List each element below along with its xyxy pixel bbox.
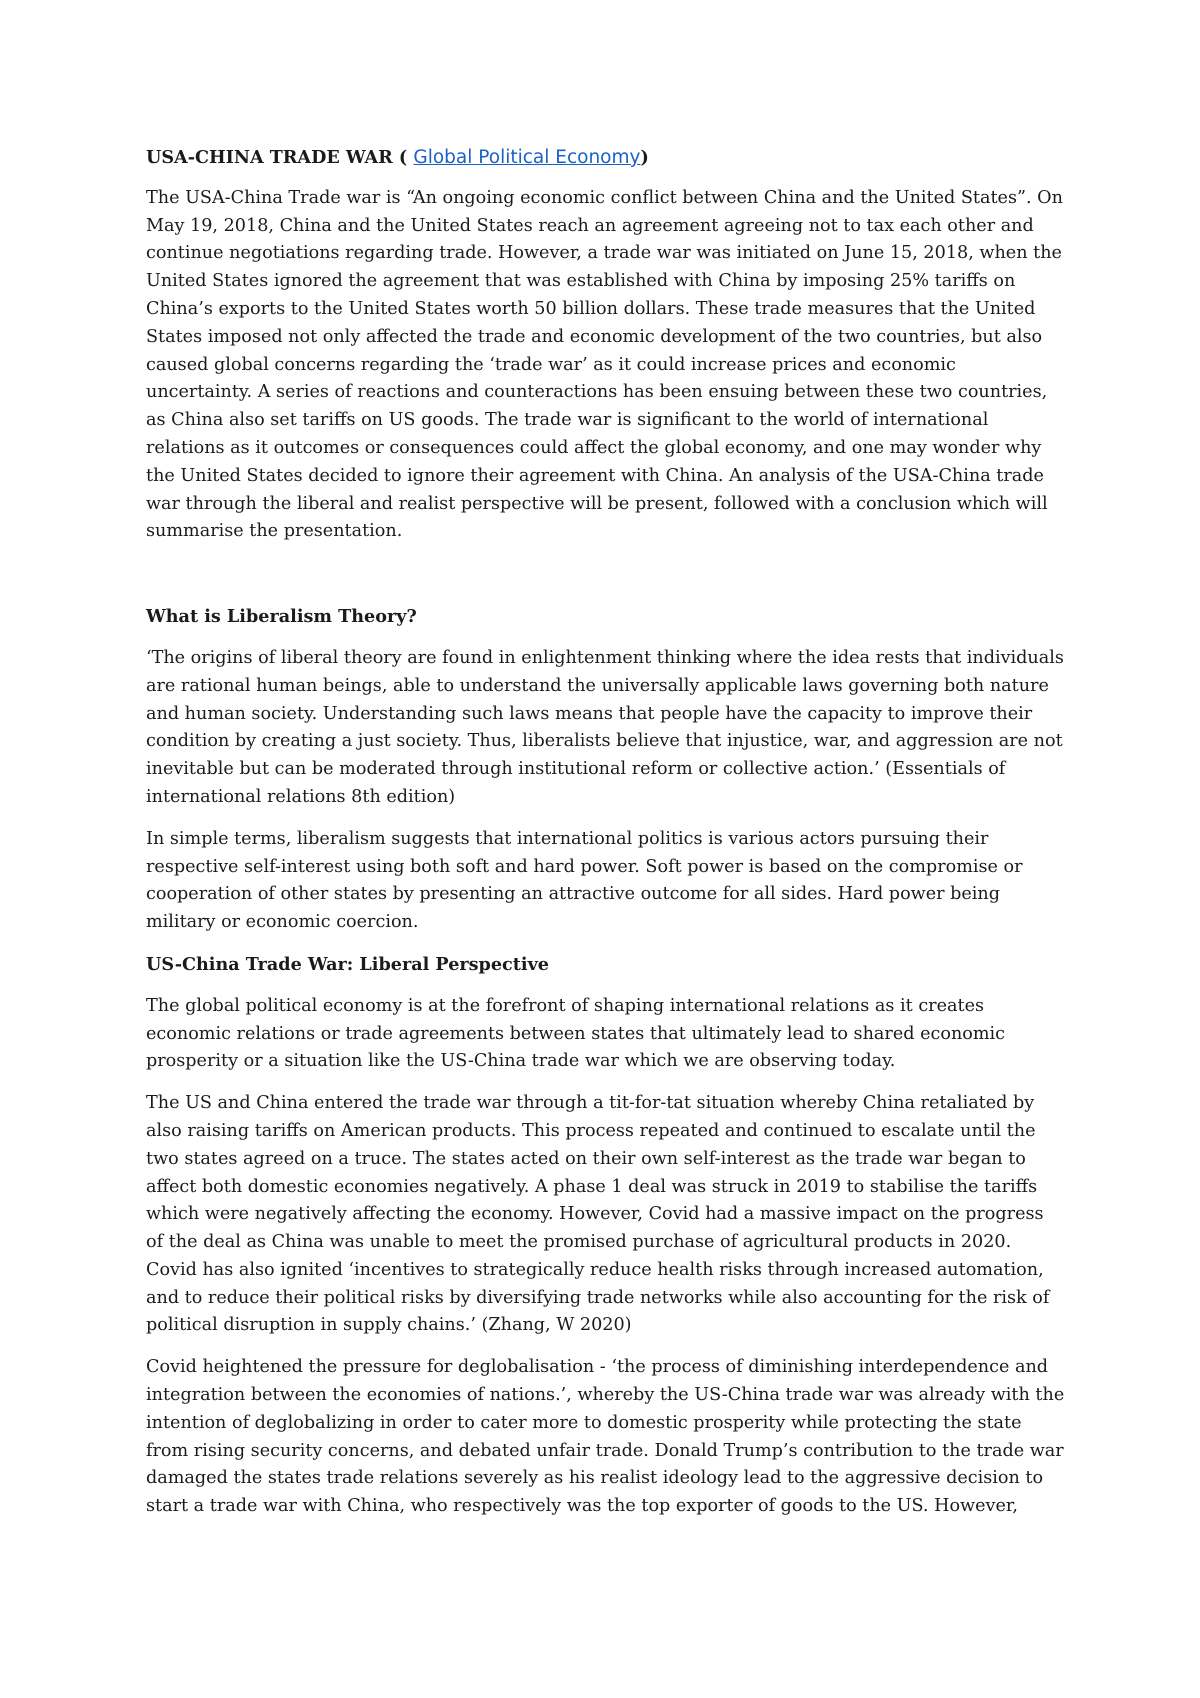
title-prefix: USA-CHINA TRADE WAR ( (146, 147, 414, 168)
liberalism-paragraph-2: In simple terms, liberalism suggests that international politics is various actors pursuing their respective self-interest using both soft and hard power. Soft power is based on the compromise or cooperation of other states by presenting an attractive outcome for all sides. Hard power being military or economic coercion. (146, 828, 1023, 933)
perspective-paragraph-2: The US and China entered the trade war through a tit-for-tat situation whereby China retaliated by also raising tariffs on American products. This process repeated and continued to escalate until the two states agreed on a truce. The states acted on their own self-interest as the trade war began to affect both domestic economies negatively. A phase 1 deal was struck in 2019 to stabilise the tariffs which were negatively affecting the economy. However, Covid had a massive impact on the progress of the deal as China was unable to meet the promised purchase of agricultural products in 2020. Covid has also ignited ‘incentives to strategically reduce health risks through increased automation, and to reduce their political risks by diversifying trade networks while also accounting for the risk of political disruption in supply chains.’ (Zhang, W 2020) (146, 1093, 1050, 1336)
section-heading-liberalism: What is Liberalism Theory? (146, 606, 417, 628)
perspective-paragraph-3: Covid heightened the pressure for deglobalisation - ‘the process of diminishing interdependence and integration between the economies of nations.’, whereby the US-China trade war was already with the intention of deglobalizing in order to cater more to domestic prosperity while protecting the state from rising security concerns, and debated unfair trade. Donald Trump’s contribution to the trade war damaged the states trade relations severely as his realist ideology lead to the aggressive decision to start a trade war with China, who respectively was the top exporter of goods to the US. However, (146, 1357, 1065, 1517)
intro-paragraph: The USA-China Trade war is “An ongoing economic conflict between China and the United States”. On May 19, 2018, China and the United States reach an agreement agreeing not to tax each other and continue negotiations regarding trade. However, a trade war was initiated on June 15, 2018, when the United States ignored the agreement that was established with China by imposing 25% tariffs on China’s exports to the United States worth 50 billion dollars. These trade measures that the United States imposed not only affected the trade and economic development of the two countries, but also caused global concerns regarding the ‘trade war’ as it could increase prices and economic uncertainty. A series of reactions and counteractions has been ensuing between these two countries, as China also set tariffs on US goods. The trade war is significant to the world of international relations as it outcomes or consequences could affect the global economy, and one may wonder why the United States decided to ignore their agreement with China. An analysis of the USA-China trade war through the liberal and realist perspective will be present, followed with a conclusion which will summarise the presentation. (146, 187, 1063, 542)
document-page (146, 144, 1066, 1535)
title-link[interactable]: Global Political Economy (413, 147, 641, 168)
perspective-paragraph-1: The global political economy is at the forefront of shaping international relations as it creates economic relations or trade agreements between states that ultimately lead to shared economic prosperity or a situation like the US-China trade war which we are observing today. (146, 995, 1006, 1072)
section-spacer (146, 560, 1066, 603)
document-title (146, 144, 1066, 172)
liberalism-paragraph-1: ‘The origins of liberal theory are found in enlightenment thinking where the idea rests that individuals are rational human beings, able to understand the universally applicable laws governing both nature and human society. Understanding such laws means that people have the capacity to improve their condition by creating a just society. Thus, liberalists believe that injustice, war, and aggression are not inevitable but can be moderated through institutional reform or collective action.’ (Essentials of international relations 8th edition) (146, 647, 1064, 807)
title-suffix: ) (640, 147, 649, 168)
section-heading-liberal-perspective: US-China Trade War: Liberal Perspective (146, 953, 549, 975)
